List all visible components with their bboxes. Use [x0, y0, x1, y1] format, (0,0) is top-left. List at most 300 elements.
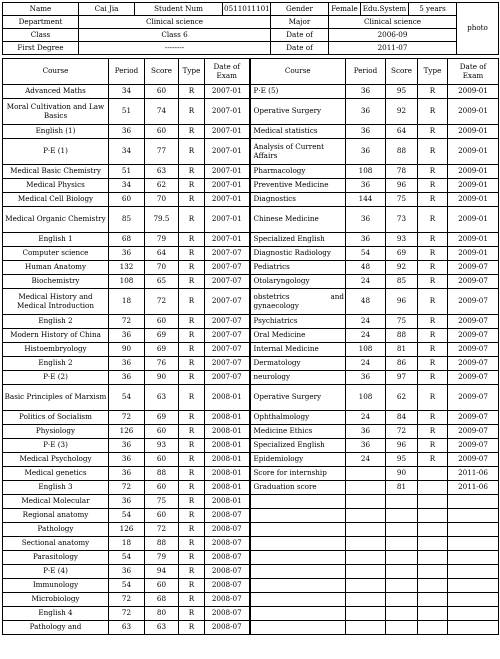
table-row: [3, 385, 499, 411]
left-period-cell: 36: [109, 371, 145, 385]
left-period-cell: 72: [109, 593, 145, 607]
right-score-cell: 93: [386, 233, 418, 247]
right-period-cell: 36: [346, 371, 386, 385]
right-type-cell: R: [418, 165, 448, 179]
left-period-cell: 36: [109, 247, 145, 261]
left-period-cell: 36: [109, 439, 145, 453]
left-score-cell: 79: [145, 233, 179, 247]
left-score-cell: 94: [145, 565, 179, 579]
left-course-cell: Medical Basic Chemistry: [3, 165, 109, 179]
table-row: [3, 125, 499, 139]
left-type-cell: R: [179, 357, 205, 371]
right-period-cell: 24: [346, 275, 386, 289]
right-period-cell: [346, 579, 386, 593]
left-score-cell: 76: [145, 357, 179, 371]
grades-table: [2, 58, 499, 635]
right-period-cell: [346, 495, 386, 509]
right-course-cell: [250, 537, 346, 551]
left-period-cell: 85: [109, 207, 145, 233]
left-date-cell: 2008-07: [205, 551, 250, 565]
left-date-cell: 2008-07: [205, 537, 250, 551]
right-type-cell: R: [418, 139, 448, 165]
right-score-cell: 62: [386, 385, 418, 411]
col-period-right: Period: [346, 59, 386, 85]
right-date-cell: [448, 579, 499, 593]
right-score-cell: [386, 607, 418, 621]
left-course-cell: Sectional anatomy: [3, 537, 109, 551]
col-date-line1: Date of: [213, 62, 240, 72]
right-date-cell: 2009-01: [448, 247, 499, 261]
right-period-cell: [346, 593, 386, 607]
right-course-cell: Dermatology: [250, 357, 346, 371]
left-date-cell: 2007-07: [205, 371, 250, 385]
left-period-cell: 36: [109, 565, 145, 579]
table-row: [3, 537, 499, 551]
table-row: [3, 495, 499, 509]
student-info-table: [2, 2, 499, 55]
left-course-cell: Medical Psychology: [3, 453, 109, 467]
right-type-cell: R: [418, 425, 448, 439]
left-type-cell: R: [179, 439, 205, 453]
left-date-cell: 2007-07: [205, 261, 250, 275]
left-score-cell: 69: [145, 411, 179, 425]
left-period-cell: 126: [109, 523, 145, 537]
table-row: [3, 315, 499, 329]
right-type-cell: R: [418, 385, 448, 411]
left-score-cell: 60: [145, 481, 179, 495]
left-course-cell: Politics of Socialism: [3, 411, 109, 425]
table-row: [3, 357, 499, 371]
left-score-cell: 63: [145, 165, 179, 179]
right-date-cell: 2009-01: [448, 139, 499, 165]
left-course-cell: P·E (3): [3, 439, 109, 453]
right-period-cell: 36: [346, 207, 386, 233]
right-type-cell: R: [418, 439, 448, 453]
left-score-cell: 79: [145, 551, 179, 565]
left-type-cell: R: [179, 261, 205, 275]
right-score-cell: 72: [386, 425, 418, 439]
left-date-cell: 2008-07: [205, 579, 250, 593]
right-period-cell: 108: [346, 385, 386, 411]
left-period-cell: 51: [109, 99, 145, 125]
right-period-cell: 36: [346, 233, 386, 247]
table-row: [3, 425, 499, 439]
right-course-cell: Graduation score: [250, 481, 346, 495]
right-type-cell: R: [418, 289, 448, 315]
left-score-cell: 60: [145, 425, 179, 439]
left-course-cell: Medical Physics: [3, 179, 109, 193]
right-date-cell: [448, 621, 499, 635]
left-score-cell: 60: [145, 315, 179, 329]
col-date-right-line1: Date of: [459, 62, 487, 72]
table-row: [3, 453, 499, 467]
left-period-cell: 18: [109, 537, 145, 551]
right-score-cell: 73: [386, 207, 418, 233]
left-score-cell: 64: [145, 247, 179, 261]
left-type-cell: R: [179, 329, 205, 343]
left-period-cell: 54: [109, 579, 145, 593]
left-date-cell: 2008-01: [205, 411, 250, 425]
right-date-cell: 2009-07: [448, 261, 499, 275]
right-date-cell: 2009-01: [448, 99, 499, 125]
right-period-cell: 36: [346, 99, 386, 125]
table-row: [3, 179, 499, 193]
right-score-cell: 64: [386, 125, 418, 139]
table-row: [3, 621, 499, 635]
left-score-cell: 70: [145, 261, 179, 275]
right-course-cell: neurology: [250, 371, 346, 385]
right-score-cell: 96: [386, 289, 418, 315]
left-type-cell: R: [179, 621, 205, 635]
left-type-cell: R: [179, 165, 205, 179]
right-date-cell: [448, 551, 499, 565]
left-score-cell: 62: [145, 179, 179, 193]
right-period-cell: 24: [346, 329, 386, 343]
left-date-cell: 2007-01: [205, 165, 250, 179]
col-type: Type: [179, 59, 205, 85]
table-row: [3, 593, 499, 607]
left-course-cell: English 2: [3, 315, 109, 329]
right-date-cell: [448, 509, 499, 523]
left-type-cell: R: [179, 207, 205, 233]
right-type-cell: R: [418, 371, 448, 385]
left-score-cell: 70: [145, 193, 179, 207]
table-row: [3, 139, 499, 165]
left-period-cell: 72: [109, 481, 145, 495]
left-course-cell: Medical genetics: [3, 467, 109, 481]
right-score-cell: [386, 509, 418, 523]
right-course-cell: Preventive Medicine: [250, 179, 346, 193]
right-period-cell: 36: [346, 125, 386, 139]
left-date-cell: 2007-07: [205, 275, 250, 289]
left-date-cell: 2007-07: [205, 247, 250, 261]
left-course-cell: English 2: [3, 357, 109, 371]
right-score-cell: 81: [386, 343, 418, 357]
left-course-cell: Regional anatomy: [3, 509, 109, 523]
right-type-cell: [418, 607, 448, 621]
right-course-cell: [250, 621, 346, 635]
left-course-cell: Moral Cultivation and Law Basics: [3, 99, 109, 125]
right-date-cell: 2009-01: [448, 193, 499, 207]
left-date-cell: 2008-07: [205, 621, 250, 635]
table-row: [3, 371, 499, 385]
right-period-cell: 108: [346, 165, 386, 179]
right-date-cell: 2009-07: [448, 411, 499, 425]
left-period-cell: 68: [109, 233, 145, 247]
right-date-cell: 2009-07: [448, 289, 499, 315]
right-date-cell: 2009-01: [448, 179, 499, 193]
left-type-cell: R: [179, 523, 205, 537]
class-label: Class: [3, 29, 79, 42]
right-period-cell: 54: [346, 247, 386, 261]
left-course-cell: Histoembryology: [3, 343, 109, 357]
left-date-cell: 2007-01: [205, 207, 250, 233]
right-type-cell: R: [418, 247, 448, 261]
right-period-cell: [346, 509, 386, 523]
left-period-cell: 54: [109, 551, 145, 565]
right-type-cell: R: [418, 343, 448, 357]
left-type-cell: R: [179, 385, 205, 411]
right-course-cell: [250, 523, 346, 537]
left-date-cell: 2008-01: [205, 495, 250, 509]
left-period-cell: 34: [109, 179, 145, 193]
left-date-cell: 2007-07: [205, 329, 250, 343]
left-date-cell: 2007-07: [205, 289, 250, 315]
left-period-cell: 108: [109, 275, 145, 289]
left-type-cell: R: [179, 509, 205, 523]
major-label: Major: [271, 16, 329, 29]
table-row: [3, 343, 499, 357]
col-score: Score: [145, 59, 179, 85]
edu-system-label: Edu.System: [361, 3, 409, 16]
right-course-cell: [250, 551, 346, 565]
right-period-cell: [346, 607, 386, 621]
right-course-cell: Diagnostics: [250, 193, 346, 207]
right-period-cell: [346, 467, 386, 481]
right-type-cell: [418, 509, 448, 523]
right-date-cell: 2009-07: [448, 425, 499, 439]
left-score-cell: 88: [145, 467, 179, 481]
left-type-cell: R: [179, 315, 205, 329]
right-type-cell: [418, 593, 448, 607]
left-course-cell: Medical History and Medical Introduction: [3, 289, 109, 315]
left-course-cell: Biochemistry: [3, 275, 109, 289]
right-type-cell: R: [418, 315, 448, 329]
left-type-cell: R: [179, 565, 205, 579]
right-type-cell: [418, 523, 448, 537]
department-value: Clinical science: [79, 16, 271, 29]
table-row: [3, 85, 499, 99]
left-date-cell: 2007-07: [205, 315, 250, 329]
table-row: [3, 411, 499, 425]
department-label: Department: [3, 16, 79, 29]
left-period-cell: 36: [109, 357, 145, 371]
table-row: [3, 509, 499, 523]
left-course-cell: Parasitology: [3, 551, 109, 565]
left-date-cell: 2008-01: [205, 453, 250, 467]
left-score-cell: 69: [145, 343, 179, 357]
right-period-cell: 36: [346, 139, 386, 165]
left-score-cell: 65: [145, 275, 179, 289]
right-course-cell: [250, 565, 346, 579]
left-type-cell: R: [179, 607, 205, 621]
left-date-cell: 2008-01: [205, 425, 250, 439]
left-type-cell: R: [179, 481, 205, 495]
left-course-cell: Modern History of China: [3, 329, 109, 343]
right-type-cell: [418, 565, 448, 579]
right-score-cell: 69: [386, 247, 418, 261]
left-type-cell: R: [179, 343, 205, 357]
date-of-label-2: Date of: [271, 42, 329, 55]
right-period-cell: 36: [346, 425, 386, 439]
right-date-cell: 2009-07: [448, 439, 499, 453]
right-score-cell: [386, 579, 418, 593]
right-score-cell: [386, 621, 418, 635]
right-type-cell: R: [418, 125, 448, 139]
left-date-cell: 2008-01: [205, 385, 250, 411]
left-period-cell: 36: [109, 125, 145, 139]
right-date-cell: 2009-01: [448, 207, 499, 233]
left-course-cell: Medical Organic Chemistry: [3, 207, 109, 233]
right-type-cell: R: [418, 357, 448, 371]
left-type-cell: R: [179, 579, 205, 593]
right-score-cell: [386, 593, 418, 607]
right-score-cell: [386, 537, 418, 551]
right-score-cell: 90: [386, 467, 418, 481]
left-period-cell: 34: [109, 139, 145, 165]
left-period-cell: 34: [109, 85, 145, 99]
left-score-cell: 60: [145, 85, 179, 99]
left-date-cell: 2007-01: [205, 193, 250, 207]
left-date-cell: 2008-07: [205, 523, 250, 537]
right-course-cell: Epidemiology: [250, 453, 346, 467]
right-date-cell: [448, 537, 499, 551]
right-score-cell: 81: [386, 481, 418, 495]
table-row: [3, 579, 499, 593]
left-type-cell: R: [179, 85, 205, 99]
left-date-cell: 2007-01: [205, 179, 250, 193]
left-course-cell: Computer science: [3, 247, 109, 261]
right-course-cell: Pharmacology: [250, 165, 346, 179]
right-date-cell: [448, 523, 499, 537]
left-course-cell: Immunology: [3, 579, 109, 593]
right-score-cell: 92: [386, 99, 418, 125]
table-row: [3, 439, 499, 453]
left-score-cell: 77: [145, 139, 179, 165]
right-course-cell: [250, 509, 346, 523]
right-course-cell: Pediatrics: [250, 261, 346, 275]
right-score-cell: 85: [386, 275, 418, 289]
left-type-cell: R: [179, 371, 205, 385]
right-date-cell: 2009-01: [448, 125, 499, 139]
table-row: [3, 247, 499, 261]
left-date-cell: 2008-01: [205, 467, 250, 481]
right-type-cell: R: [418, 85, 448, 99]
name-label: Name: [3, 3, 79, 16]
left-course-cell: P·E (4): [3, 565, 109, 579]
right-type-cell: [418, 467, 448, 481]
right-score-cell: 88: [386, 329, 418, 343]
col-date-line2: Exam: [216, 70, 237, 80]
right-period-cell: [346, 523, 386, 537]
left-period-cell: 63: [109, 621, 145, 635]
right-course-cell: P·E (5): [250, 85, 346, 99]
gender-label: Gender: [271, 3, 329, 16]
left-date-cell: 2008-07: [205, 509, 250, 523]
right-period-cell: 48: [346, 289, 386, 315]
left-period-cell: 132: [109, 261, 145, 275]
left-period-cell: 36: [109, 495, 145, 509]
left-type-cell: R: [179, 125, 205, 139]
edu-system-value: 5 years: [409, 3, 457, 16]
right-period-cell: [346, 537, 386, 551]
student-num-label: Student Num: [135, 3, 223, 16]
right-date-cell: 2011-06: [448, 481, 499, 495]
left-period-cell: 36: [109, 467, 145, 481]
right-type-cell: R: [418, 453, 448, 467]
left-course-cell: P·E (1): [3, 139, 109, 165]
right-period-cell: [346, 551, 386, 565]
left-score-cell: 90: [145, 371, 179, 385]
table-row: [3, 261, 499, 275]
date-of-value: 2006-09: [329, 29, 457, 42]
left-score-cell: 74: [145, 99, 179, 125]
right-course-cell: Score for internship: [250, 467, 346, 481]
table-row: [3, 481, 499, 495]
left-course-cell: P·E (2): [3, 371, 109, 385]
right-score-cell: 86: [386, 357, 418, 371]
right-type-cell: R: [418, 179, 448, 193]
right-score-cell: 75: [386, 193, 418, 207]
table-row: [3, 329, 499, 343]
table-row: [3, 165, 499, 179]
right-date-cell: 2009-01: [448, 233, 499, 247]
right-period-cell: 24: [346, 357, 386, 371]
table-row: [3, 289, 499, 315]
major-value: Clinical science: [329, 16, 457, 29]
left-period-cell: 72: [109, 607, 145, 621]
left-course-cell: Microbiology: [3, 593, 109, 607]
left-type-cell: R: [179, 289, 205, 315]
right-period-cell: 144: [346, 193, 386, 207]
right-type-cell: R: [418, 275, 448, 289]
right-type-cell: R: [418, 99, 448, 125]
left-score-cell: 63: [145, 621, 179, 635]
table-row: [3, 99, 499, 125]
right-type-cell: [418, 621, 448, 635]
left-type-cell: R: [179, 551, 205, 565]
left-course-cell: English (1): [3, 125, 109, 139]
right-type-cell: [418, 579, 448, 593]
right-score-cell: 96: [386, 179, 418, 193]
left-course-cell: Medical Cell Biology: [3, 193, 109, 207]
photo-label: photo: [467, 23, 488, 33]
right-date-cell: 2009-01: [448, 85, 499, 99]
name-value: Cai Jia: [79, 3, 135, 16]
right-score-cell: [386, 551, 418, 565]
right-course-cell: Chinese Medicine: [250, 207, 346, 233]
left-score-cell: 60: [145, 509, 179, 523]
right-period-cell: 48: [346, 261, 386, 275]
left-type-cell: R: [179, 139, 205, 165]
left-period-cell: 54: [109, 509, 145, 523]
left-score-cell: 75: [145, 495, 179, 509]
right-course-cell: Specialized English: [250, 233, 346, 247]
right-date-cell: 2009-07: [448, 385, 499, 411]
col-course: Course: [3, 59, 109, 85]
col-period: Period: [109, 59, 145, 85]
left-course-cell: Pathology: [3, 523, 109, 537]
left-type-cell: R: [179, 425, 205, 439]
right-type-cell: R: [418, 329, 448, 343]
right-course-cell: obstetrics and gynaecology: [250, 289, 346, 315]
left-score-cell: 60: [145, 579, 179, 593]
class-value: Class 6: [79, 29, 271, 42]
gender-value: Female: [329, 3, 361, 16]
left-date-cell: 2007-01: [205, 99, 250, 125]
left-period-cell: 54: [109, 385, 145, 411]
grades-body: [3, 59, 499, 635]
photo-box: [457, 3, 499, 55]
right-course-cell: Medicine Ethics: [250, 425, 346, 439]
left-score-cell: 72: [145, 289, 179, 315]
left-period-cell: 90: [109, 343, 145, 357]
right-type-cell: R: [418, 233, 448, 247]
right-period-cell: 24: [346, 315, 386, 329]
left-period-cell: 72: [109, 315, 145, 329]
right-type-cell: [418, 551, 448, 565]
right-date-cell: 2009-07: [448, 275, 499, 289]
